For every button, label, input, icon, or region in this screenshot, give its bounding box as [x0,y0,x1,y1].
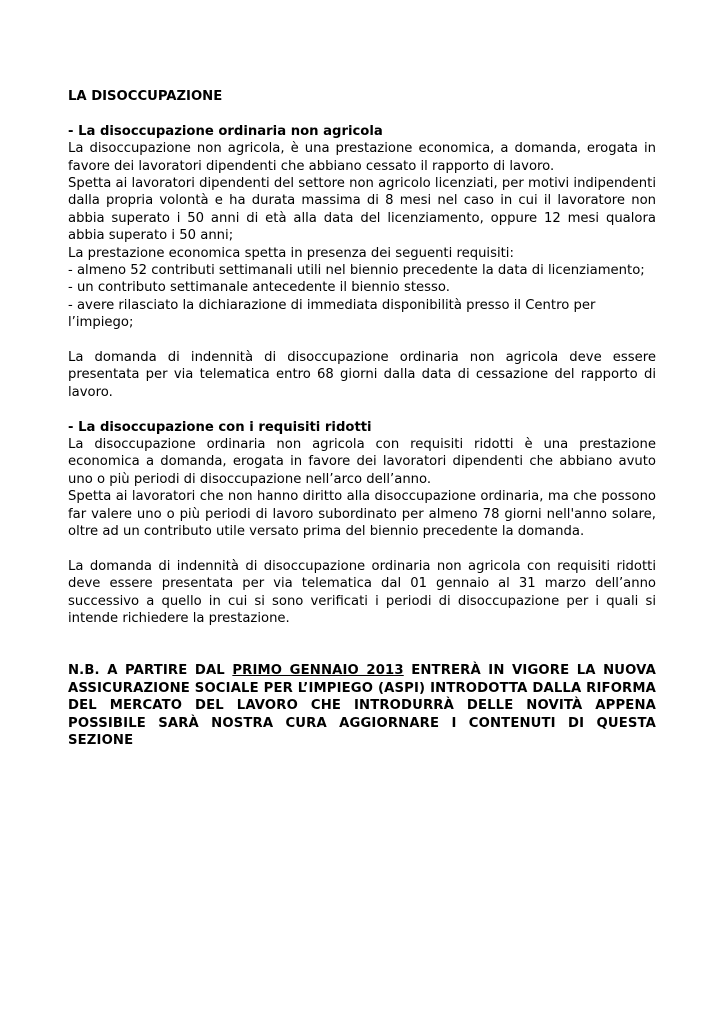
spacer [68,541,656,558]
paragraph-reduced-definition: La disoccupazione ordinaria non agricola con requisiti ridotti è una prestazione economica a domanda, erogata in favore dei lavoratori dipendenti che abbiano avuto uno o più periodi di disoccupazione nell’arco dell’anno. [68,437,656,487]
document-page [68,88,656,749]
nb-notice-after: ENTRERÀ IN VIGORE LA NUOVA ASSICURAZIONE SOCIALE PER L’IMPIEGO (ASPI) INTRODOTTA DALLA RIFORMA DEL MERCATO DEL LAVORO CHE INTRODURRÀ DELLE NOVITÀ APPENA POSSIBILE SARÀ NOSTRA CURA AGGIORNARE I CONTENUTI DI QUESTA SEZIONE [68,663,656,748]
paragraph-requirements-intro: La prestazione economica spetta in presenza dei seguenti requisiti: [68,245,514,261]
list-item: - avere rilasciato la dichiarazione di immediata disponibilità presso il Centro per l’impiego; [68,297,596,331]
list-item: - un contributo settimanale antecedente il biennio stesso. [68,280,450,296]
nb-notice-before: N.B. A PARTIRE DAL [68,663,233,679]
spacer [68,628,656,663]
document-title: LA DISOCCUPAZIONE [68,89,223,104]
paragraph-reduced-application: La domanda di indennità di disoccupazione ordinaria non agricola con requisiti ridotti deve essere presentata per via telematica dal 01 gennaio al 31 marzo dell’anno successivo a quello in cui si sono verificati i periodi di disoccupazione per i quali si intende richiedere la prestazione. [68,558,656,627]
nb-notice [68,662,656,749]
spacer [68,332,656,349]
list-item: - almeno 52 contributi settimanali utili nel biennio precedente la data di licenziamento; [68,263,645,279]
nb-notice-date: PRIMO GENNAIO 2013 [232,663,404,679]
paragraph-application-deadline: La domanda di indennità di disoccupazione ordinaria non agricola deve essere presentata per via telematica entro 68 giorni dalla data di cessazione del rapporto di lavoro. [68,350,656,400]
requirements-list [68,262,656,332]
section-heading-ordinaria: - La disoccupazione ordinaria non agricola [68,123,383,139]
section-heading-requisiti-ridotti: - La disoccupazione con i requisiti ridotti [68,419,372,435]
paragraph-eligibility: Spetta ai lavoratori dipendenti del settore non agricolo licenziati, per motivi indipendenti dalla propria volontà e ha durata massima di 8 mesi nel caso in cui il lavoratore non abbia superato i 50 anni di età alla data del licenziamento, oppure 12 mesi qualora abbia superato i 50 anni; [68,176,656,244]
spacer [68,401,656,418]
paragraph-reduced-eligibility: Spetta ai lavoratori che non hanno diritto alla disoccupazione ordinaria, ma che possono far valere uno o più periodi di lavoro subordinato per almeno 78 giorni nell'anno solare, oltre ad un contributo utile versato prima del biennio precedente la domanda. [68,489,656,540]
paragraph-definition: La disoccupazione non agricola, è una prestazione economica, a domanda, erogata in favore dei lavoratori dipendenti che abbiano cessato il rapporto di lavoro. [68,141,656,174]
